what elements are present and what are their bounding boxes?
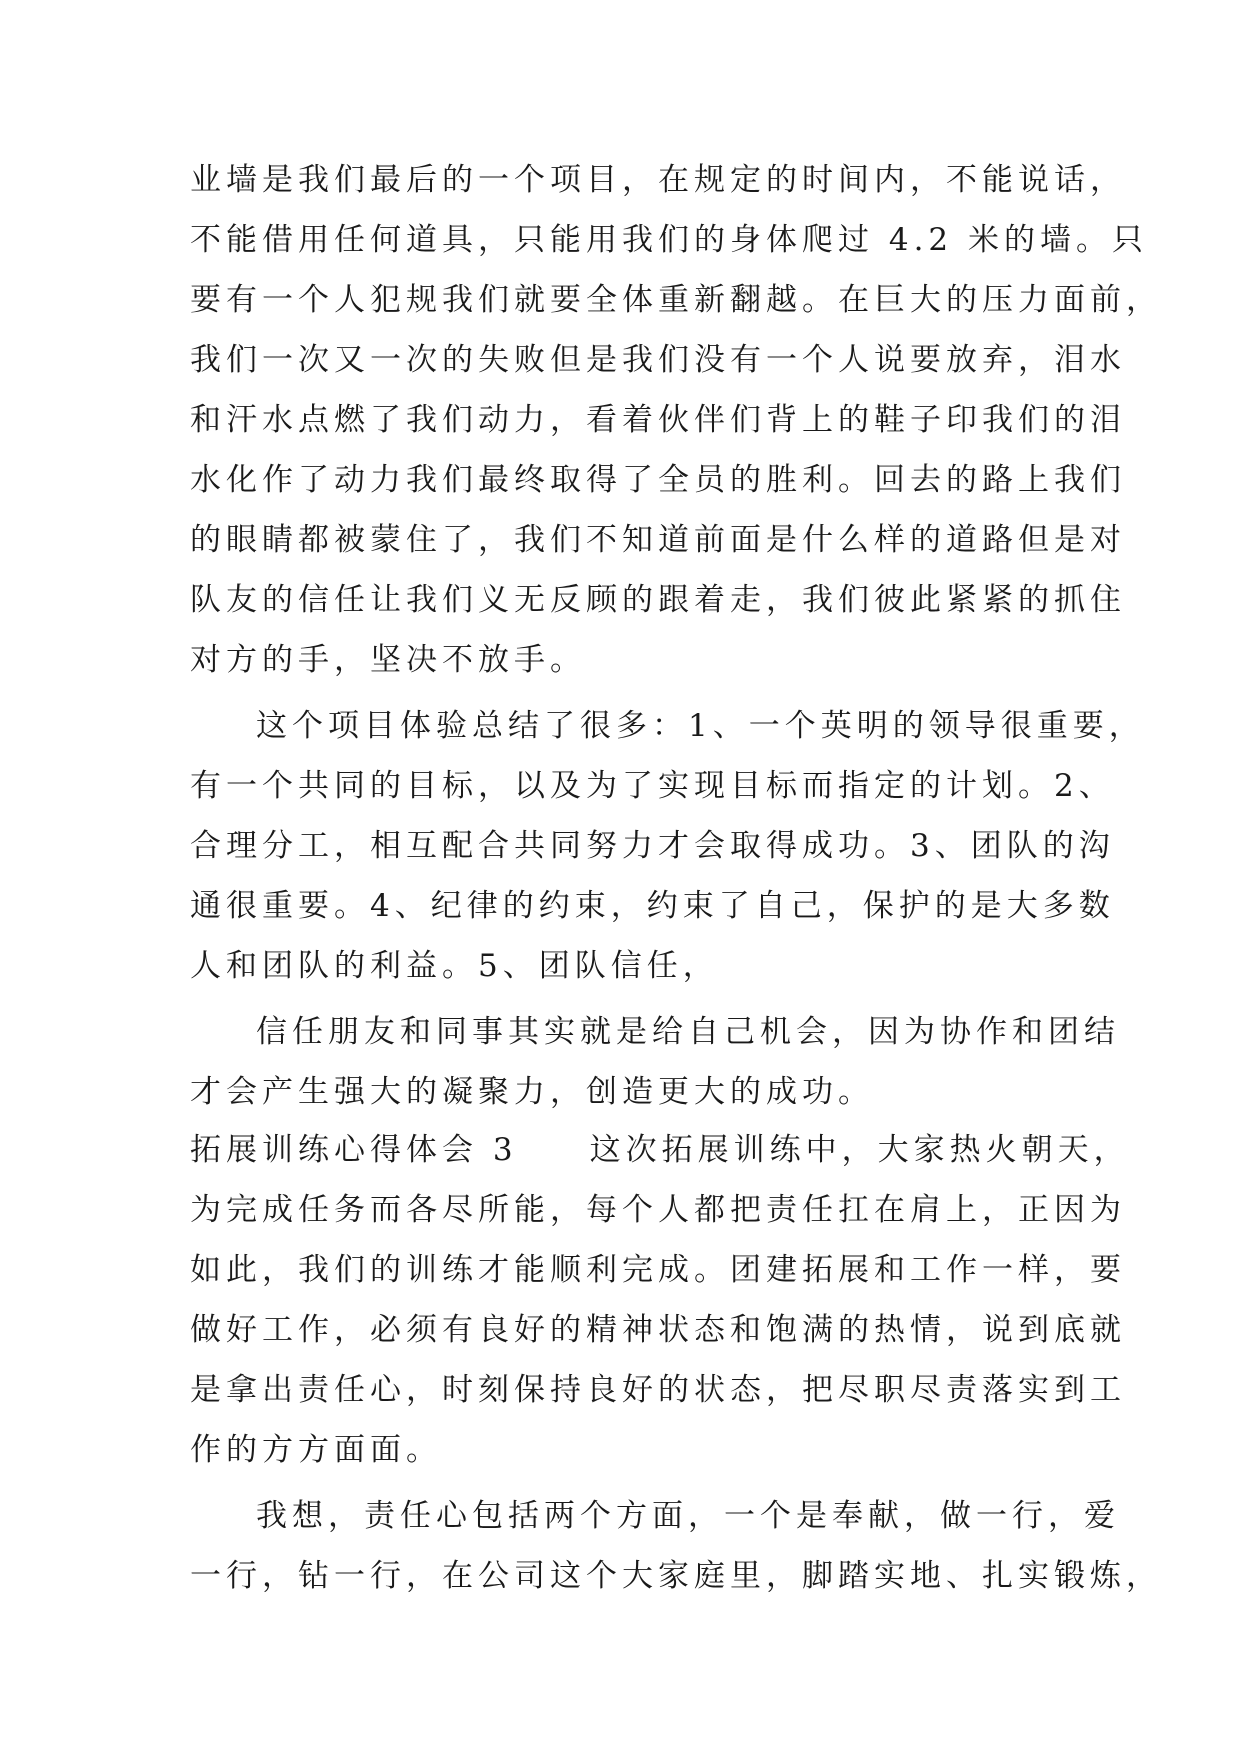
text-line: 为完成任务而各尽所能，每个人都把责任扛在肩上，正因为 bbox=[190, 1192, 1126, 1228]
text-line: 才会产生强大的凝聚力，创造更大的成功。 bbox=[190, 1074, 874, 1110]
text-line: 的眼睛都被蒙住了，我们不知道前面是什么样的道路但是对 bbox=[190, 522, 1126, 558]
text-line: 要有一个人犯规我们就要全体重新翻越。在巨大的压力面前， bbox=[190, 282, 1162, 318]
text-line: 合理分工，相互配合共同努力才会取得成功。3、团队的沟 bbox=[190, 828, 1115, 864]
text-line: 业墙是我们最后的一个项目，在规定的时间内，不能说话， bbox=[190, 162, 1126, 198]
paragraph-first-line: 信任朋友和同事其实就是给自己机会，因为协作和团结 bbox=[256, 1014, 1120, 1050]
text-line: 水化作了动力我们最终取得了全员的胜利。回去的路上我们 bbox=[190, 462, 1126, 498]
text-line: 如此，我们的训练才能顺利完成。团建拓展和工作一样，要 bbox=[190, 1252, 1126, 1288]
text-line: 我们一次又一次的失败但是我们没有一个人说要放弃，泪水 bbox=[190, 342, 1126, 378]
text-line: 不能借用任何道具，只能用我们的身体爬过 4.2 米的墙。只 bbox=[190, 222, 1149, 258]
text-line: 人和团队的利益。5、团队信任， bbox=[190, 948, 719, 984]
paragraph-first-line: 这个项目体验总结了很多：1、一个英明的领导很重要， bbox=[256, 708, 1145, 744]
text-line: 对方的手，坚决不放手。 bbox=[190, 642, 586, 678]
section-heading-line: 拓展训练心得体会 3 这次拓展训练中，大家热火朝天， bbox=[190, 1132, 1130, 1168]
paragraph-first-line: 我想，责任心包括两个方面，一个是奉献，做一行，爱 bbox=[256, 1498, 1120, 1534]
text-line: 做好工作，必须有良好的精神状态和饱满的热情，说到底就 bbox=[190, 1312, 1126, 1348]
text-line: 和汗水点燃了我们动力，看着伙伴们背上的鞋子印我们的泪 bbox=[190, 402, 1126, 438]
text-line: 是拿出责任心，时刻保持良好的状态，把尽职尽责落实到工 bbox=[190, 1372, 1126, 1408]
text-line: 队友的信任让我们义无反顾的跟着走，我们彼此紧紧的抓住 bbox=[190, 582, 1126, 618]
text-line: 有一个共同的目标，以及为了实现目标而指定的计划。2、 bbox=[190, 768, 1115, 804]
text-line: 一行，钻一行，在公司这个大家庭里，脚踏实地、扎实锻炼， bbox=[190, 1558, 1162, 1594]
text-line: 作的方方面面。 bbox=[190, 1432, 442, 1468]
text-line: 通很重要。4、纪律的约束，约束了自己，保护的是大多数 bbox=[190, 888, 1115, 924]
